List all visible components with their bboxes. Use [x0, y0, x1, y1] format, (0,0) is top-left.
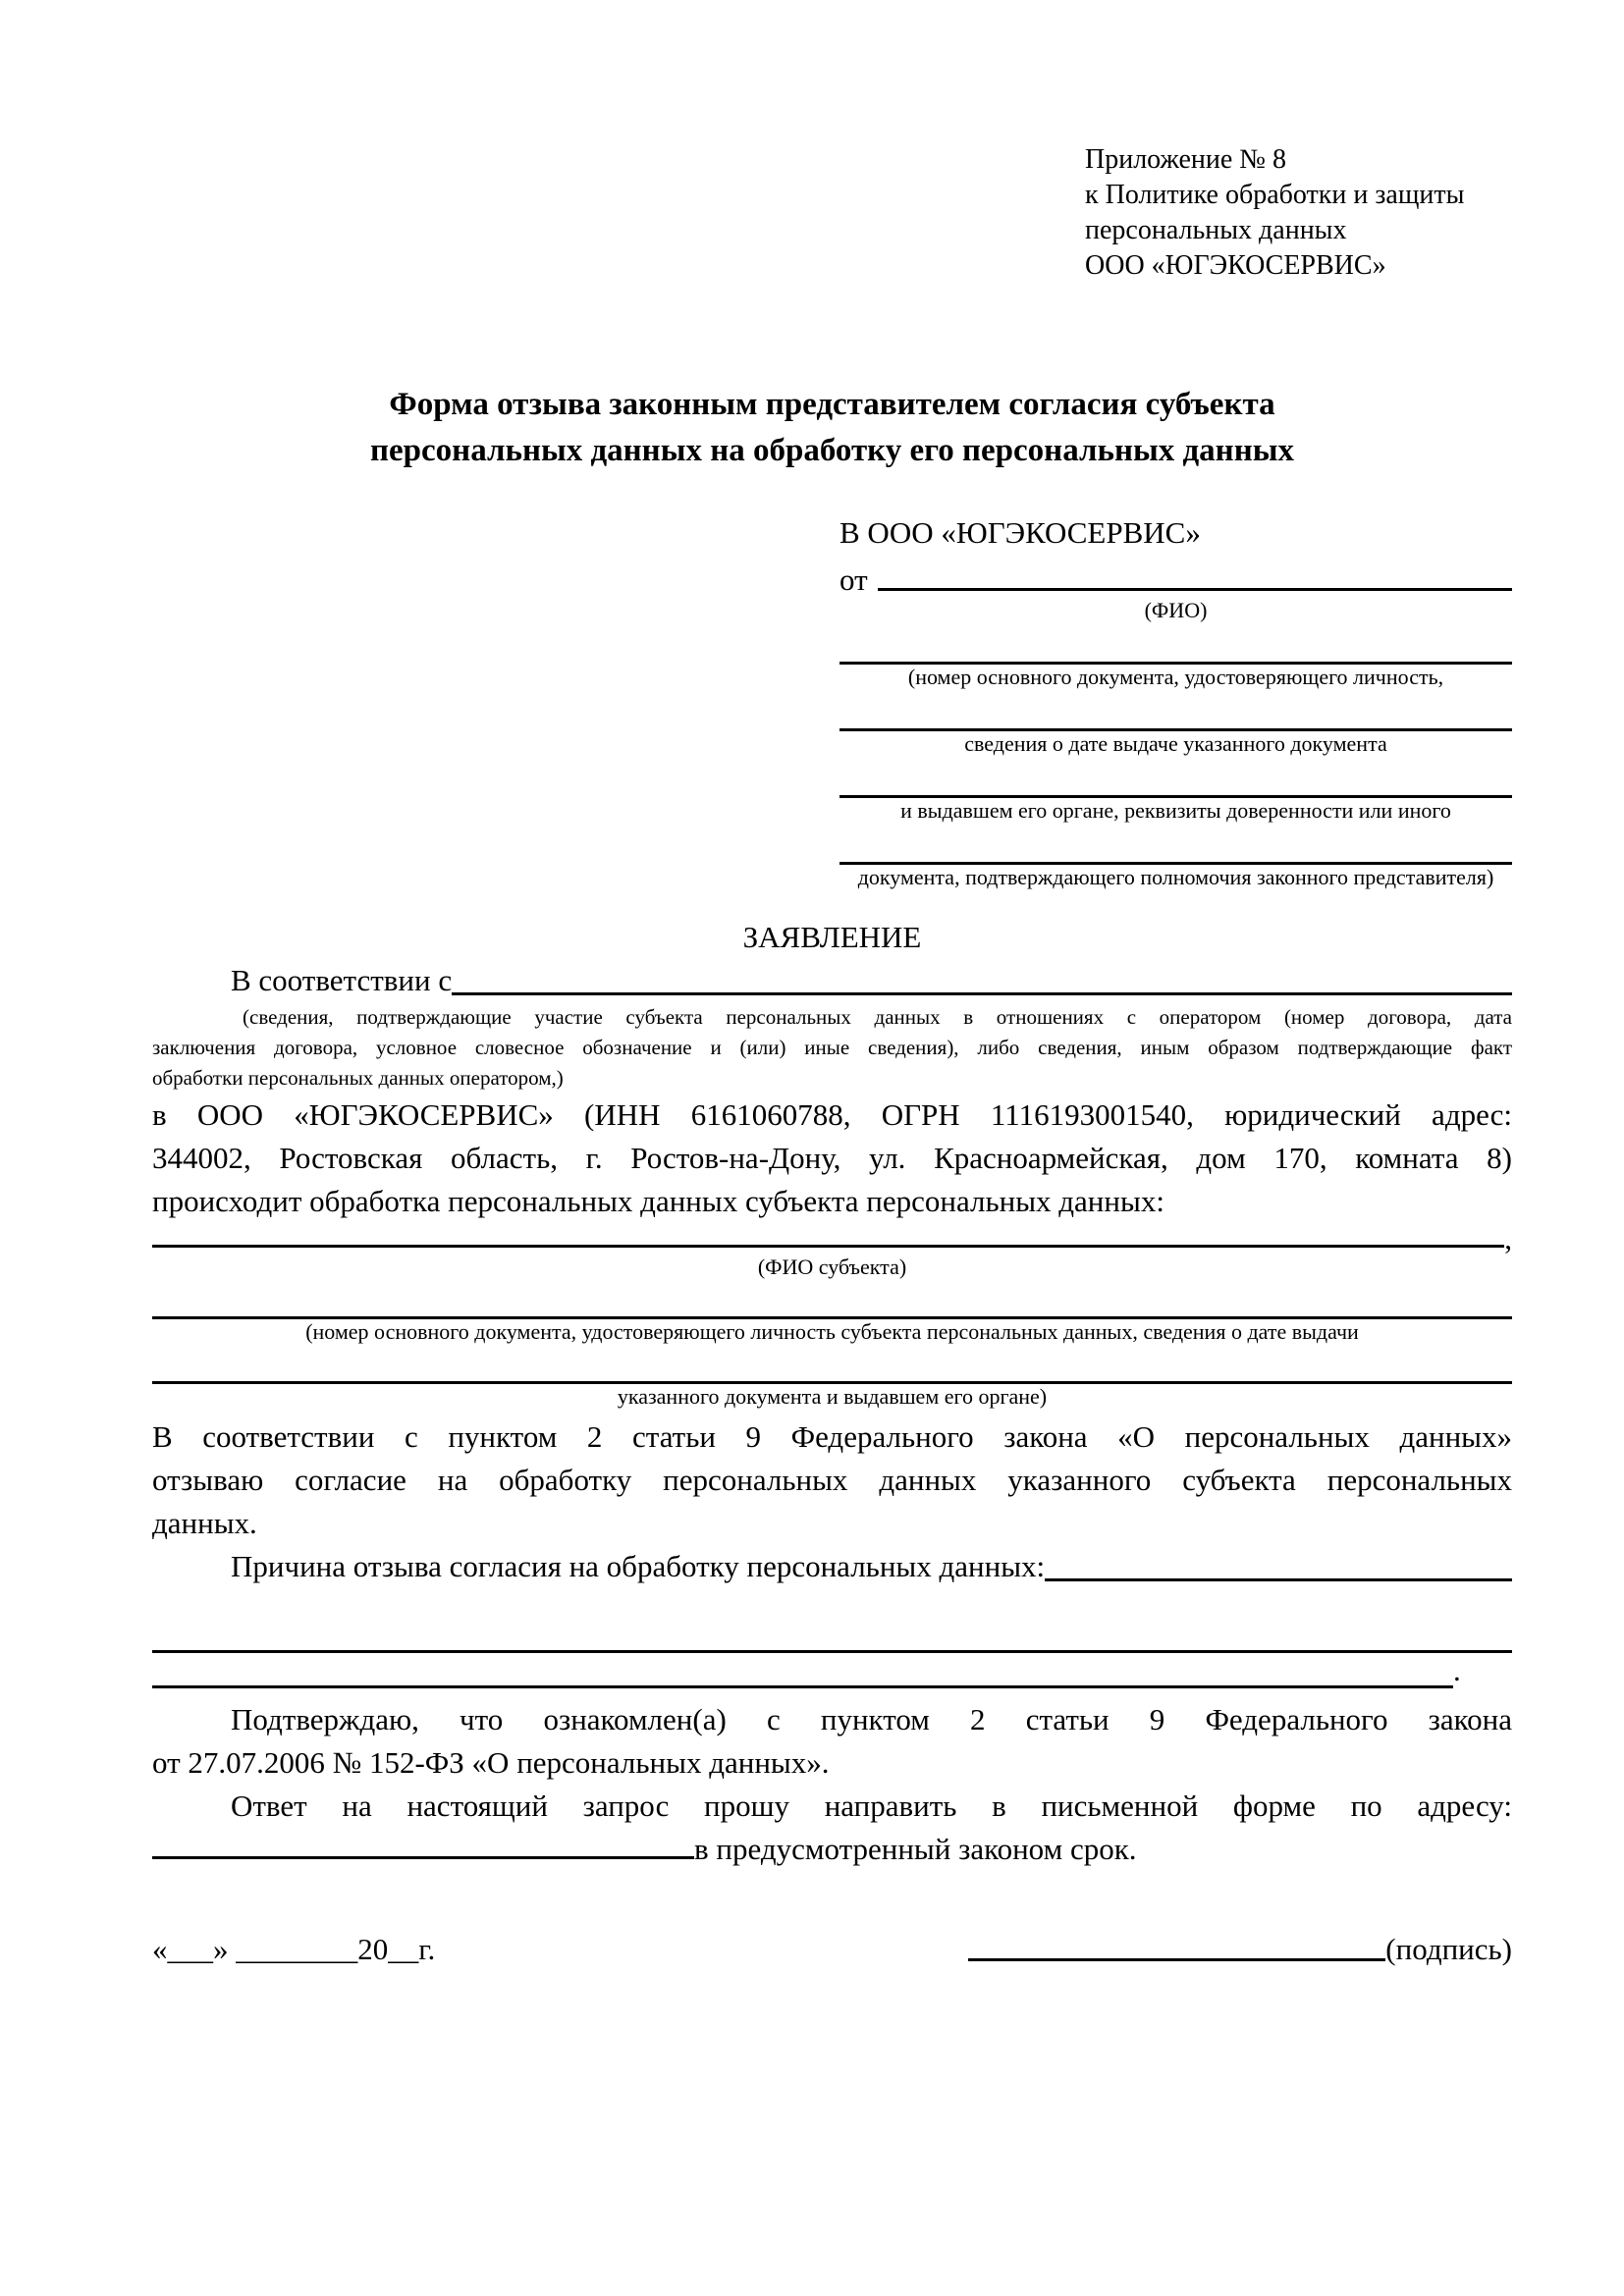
- representative-doc-fill-line[interactable]: [839, 623, 1512, 665]
- representative-fio-fill-line[interactable]: [878, 588, 1512, 591]
- signature-group: [968, 1932, 1512, 1967]
- reason-extra-fill-line[interactable]: [152, 1653, 1453, 1688]
- withdrawal-paragraph: [152, 1415, 1512, 1545]
- annex-line: персональных данных: [1085, 215, 1347, 245]
- doc-caption: и выдавшем его органе, реквизиты доверенности или иного: [900, 798, 1451, 823]
- from-row: [839, 557, 1512, 598]
- representative-doc-fill-line[interactable]: [839, 757, 1512, 798]
- annex-block: [1085, 142, 1512, 284]
- response-address-fill-line[interactable]: [152, 1828, 694, 1859]
- basis-fill-line[interactable]: [452, 992, 1512, 995]
- subject-fio-caption: (ФИО субъекта): [757, 1255, 907, 1279]
- operator-paragraph-line: 344002, Ростовская область, г. Ростов-на-Дону, ул. Красноармейская, дом 170, комната 8): [152, 1141, 1512, 1175]
- withdrawal-paragraph-line: В соответствии с пунктом 2 статьи 9 Федерального закона «О персональных данных»: [152, 1419, 1512, 1454]
- subject-doc-caption: (номер основного документа, удостоверяющего личность субъекта персональных данных, сведения о дате выдачи: [305, 1319, 1359, 1344]
- reason-extra-row: [152, 1653, 1512, 1688]
- response-paragraph-line: в предусмотренный законом срок.: [694, 1832, 1137, 1866]
- response-paragraph: [152, 1785, 1512, 1871]
- operator-paragraph: [152, 1094, 1512, 1223]
- addressee-company: В ООО «ЮГЭКОСЕРВИС»: [839, 515, 1201, 550]
- doc-caption: (номер основного документа, удостоверяющего личность,: [907, 665, 1444, 689]
- subject-doc-fill-line[interactable]: [152, 1280, 1512, 1319]
- confirmation-paragraph: [152, 1698, 1512, 1785]
- confirmation-paragraph-line: от 27.07.2006 № 152-ФЗ «О персональных данных».: [152, 1745, 830, 1780]
- annex-line: к Политике обработки и защиты: [1085, 180, 1465, 210]
- response-paragraph-line: Ответ на настоящий запрос прошу направить в письменной форме по адресу:: [231, 1789, 1512, 1823]
- subject-doc-fill-line[interactable]: [152, 1345, 1512, 1384]
- statement-heading: ЗАЯВЛЕНИЕ: [742, 920, 922, 954]
- operator-paragraph-line: происходит обработка персональных данных субъекта персональных данных:: [152, 1184, 1164, 1218]
- document-title-line: персональных данных на обработку его персональных данных: [370, 433, 1294, 468]
- reason-row: [152, 1545, 1512, 1588]
- basis-note-line: (сведения, подтверждающие участие субъекта персональных данных в отношениях с оператором (номер договора, дата: [243, 1005, 1512, 1029]
- reason-fill-line[interactable]: [1045, 1578, 1512, 1581]
- signature-fill-line[interactable]: [968, 1958, 1385, 1961]
- withdrawal-paragraph-line: отзываю согласие на обработку персональных данных указанного субъекта персональных: [152, 1463, 1512, 1497]
- trailing-period: .: [1453, 1653, 1461, 1687]
- document-title-line: Форма отзыва законным представителем согласия субъекта: [389, 387, 1275, 422]
- operator-paragraph-line: в ООО «ЮГЭКОСЕРВИС» (ИНН 6161060788, ОГРН 1116193001540, юридический адрес:: [152, 1097, 1512, 1132]
- representative-doc-fill-line[interactable]: [839, 824, 1512, 865]
- basis-note-line: заключения договора, условное словесное обозначение и (или) иные сведения), либо сведения, иным образом подтверждающие факт: [152, 1036, 1512, 1059]
- basis-prefix: В соответствии с: [231, 963, 453, 997]
- fio-caption: (ФИО): [1144, 598, 1208, 622]
- annex-line: ООО «ЮГЭКОСЕРВИС»: [1085, 250, 1386, 281]
- document-title: [152, 382, 1512, 474]
- basis-row: [152, 959, 1512, 1002]
- confirmation-paragraph-line: Подтверждаю, что ознакомлен(а) с пунктом 2 статьи 9 Федерального закона: [231, 1702, 1512, 1736]
- footer-row: [152, 1932, 1512, 1967]
- subject-doc-caption: указанного документа и выдавшем его органе): [617, 1384, 1048, 1409]
- signature-caption: (подпись): [1385, 1932, 1512, 1966]
- annex-line: Приложение № 8: [1085, 144, 1286, 175]
- basis-note-line: обработки персональных данных оператором,): [152, 1066, 564, 1090]
- reason-extra-fill-line[interactable]: [152, 1614, 1512, 1653]
- doc-caption: документа, подтверждающего полномочия законного представителя): [857, 865, 1494, 889]
- reason-prefix: Причина отзыва согласия на обработку персональных данных:: [231, 1549, 1046, 1583]
- withdrawal-paragraph-line: данных.: [152, 1506, 257, 1540]
- subject-fio-fill-line[interactable]: [152, 1245, 1504, 1248]
- doc-caption: сведения о дате выдаче указанного документа: [964, 731, 1387, 756]
- trailing-comma: ,: [1504, 1221, 1512, 1255]
- basis-note: [152, 1002, 1512, 1094]
- subject-fio-row: [152, 1223, 1512, 1255]
- addressee-block: [839, 513, 1512, 890]
- from-label: от: [839, 562, 868, 597]
- response-address-row: [152, 1828, 1512, 1871]
- date-field[interactable]: «___» ________20__г.: [152, 1932, 436, 1966]
- representative-doc-fill-line[interactable]: [839, 690, 1512, 731]
